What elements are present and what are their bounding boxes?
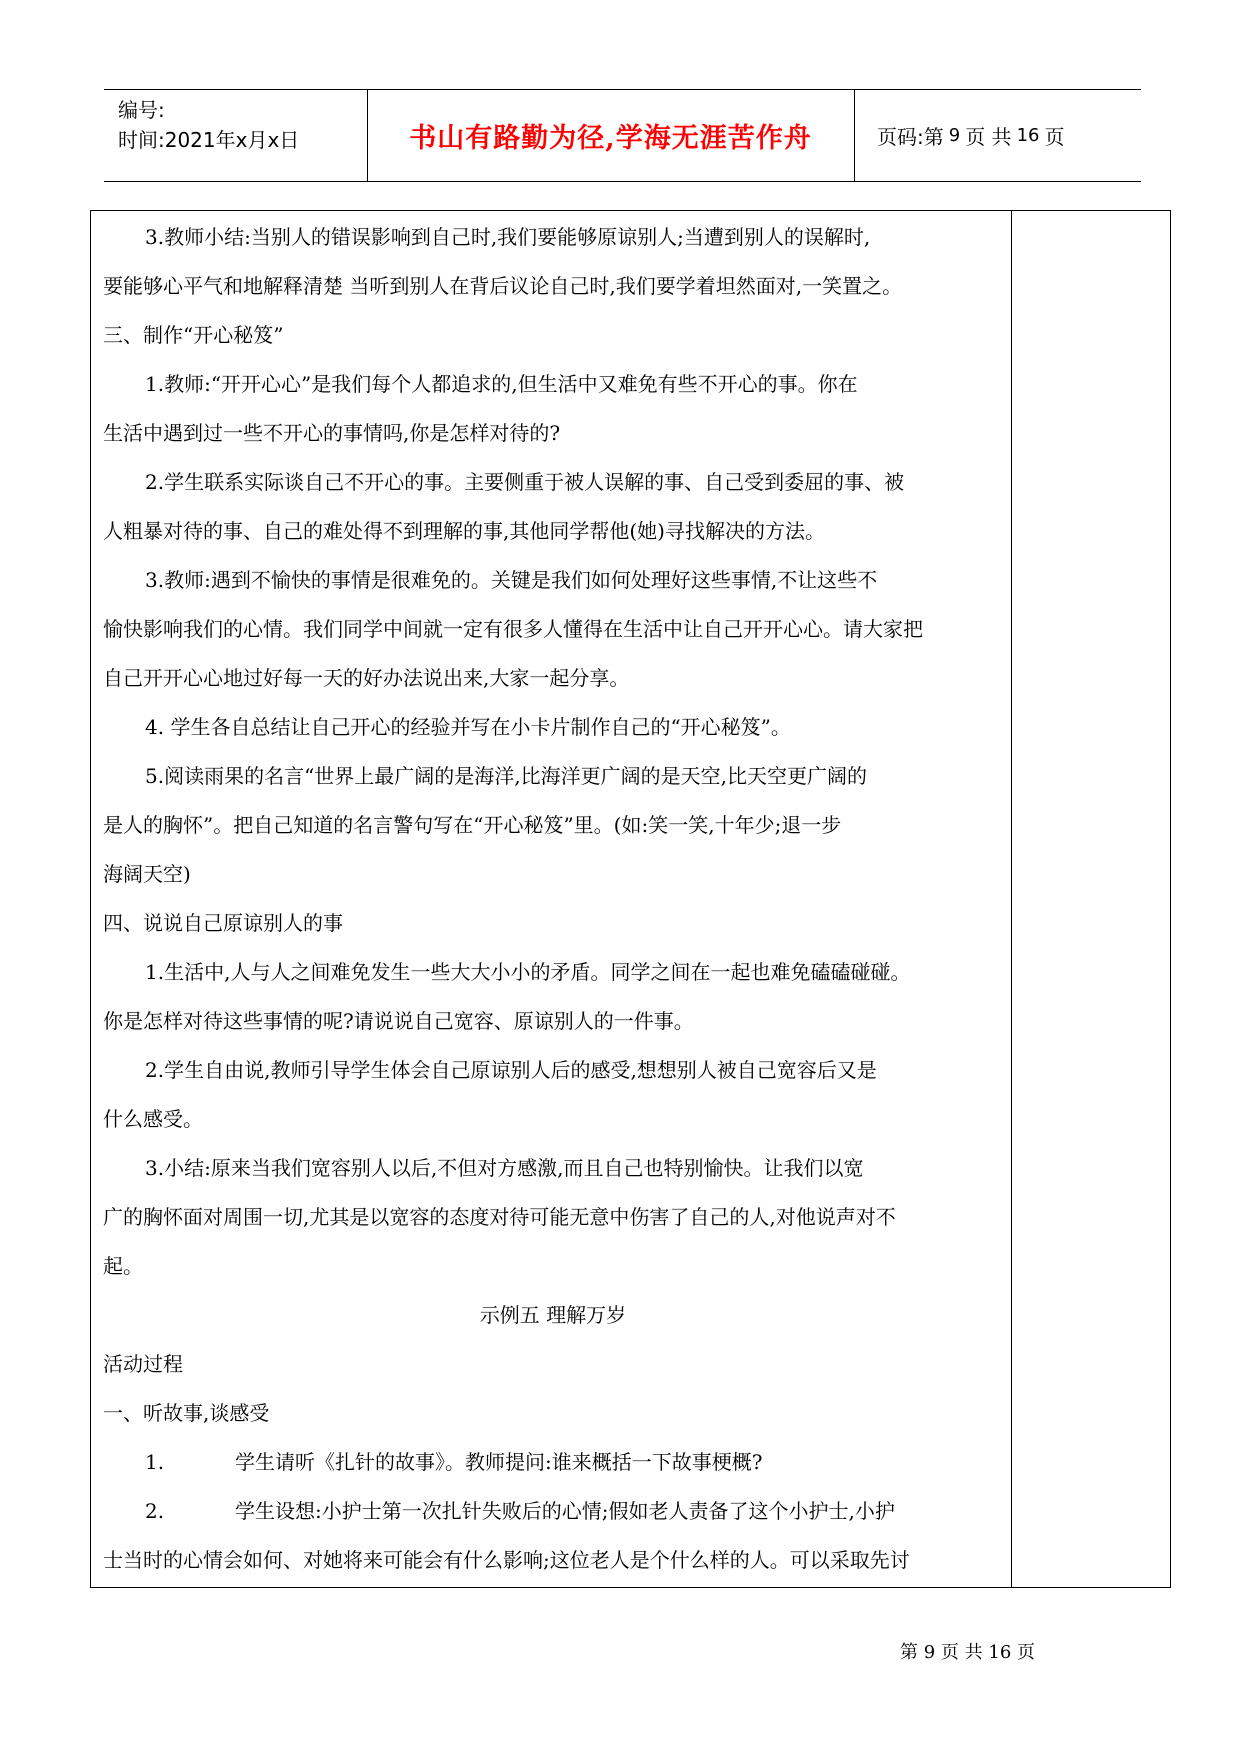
paragraph: 是人的胸怀”。把自己知道的名言警句写在“开心秘笈”里。(如:笑一笑,十年少;退一步 [103, 813, 842, 837]
list-item [103, 1438, 1003, 1487]
paragraph: 5.阅读雨果的名言“世界上最广阔的是海洋,比海洋更广阔的是天空,比天空更广阔的 [145, 764, 868, 788]
page-label-suffix: 页 [1044, 125, 1065, 149]
paragraph: 2.学生自由说,教师引导学生体会自己原谅别人后的感受,想想别人被自己宽容后又是 [145, 1058, 877, 1082]
list-text: 学生设想:小护士第一次扎针失败后的心情;假如老人责备了这个小护士,小护 [235, 1499, 895, 1523]
paragraph: 1.教师:“开开心心”是我们每个人都追求的,但生活中又难免有些不开心的事。你在 [145, 372, 858, 396]
time-label: 时间:2021年x月x日 [118, 128, 300, 152]
list-text: 学生请听《扎针的故事》。教师提问:谁来概括一下故事梗概? [235, 1450, 763, 1474]
header-motto: 书山有路勤为径,学海无涯苦作舟 [409, 123, 812, 154]
example-title: 示例五 理解万岁 [479, 1303, 627, 1327]
paragraph: 自己开开心心地过好每一天的好办法说出来,大家一起分享。 [103, 666, 630, 690]
page-header [104, 89, 1141, 183]
page-footer [900, 1638, 1035, 1664]
section-heading: 四、说说自己原谅别人的事 [103, 911, 343, 935]
paragraph: 海阔天空) [103, 862, 191, 886]
page-label-prefix: 页码:第 [877, 125, 944, 149]
paragraph: 起。 [103, 1254, 143, 1278]
list-item [103, 1487, 1003, 1536]
header-bottom-rule [104, 181, 1141, 182]
table-column-divider [1011, 211, 1012, 1587]
header-divider-right [854, 89, 855, 182]
list-number: 1. [145, 1450, 165, 1474]
footer-total: 16 [988, 1642, 1012, 1663]
lesson-content [103, 213, 1003, 1585]
paragraph: 士当时的心情会如何、对她将来可能会有什么影响;这位老人是个什么样的人。可以采取先讨 [103, 1548, 910, 1572]
paragraph: 什么感受。 [103, 1107, 203, 1131]
footer-suffix: 页 [1017, 1642, 1036, 1663]
paragraph: 愉快影响我们的心情。我们同学中间就一定有很多人懂得在生活中让自己开开心心。请大家把 [103, 617, 923, 641]
paragraph: 3.小结:原来当我们宽容别人以后,不但对方感激,而且自己也特别愉快。让我们以宽 [145, 1156, 864, 1180]
page-current: 9 [948, 125, 961, 146]
paragraph: 3.教师:遇到不愉快的事情是很难免的。关键是我们如何处理好这些事情,不让这些不 [145, 568, 878, 592]
header-page-info [877, 89, 1064, 182]
section-heading: 活动过程 [103, 1352, 183, 1376]
paragraph: 生活中遇到过一些不开心的事情吗,你是怎样对待的? [103, 421, 561, 445]
paragraph: 1.生活中,人与人之间难免发生一些大大小小的矛盾。同学之间在一起也难免磕磕碰碰。 [145, 960, 911, 984]
paragraph: 4. 学生各自总结让自己开心的经验并写在小卡片制作自己的“开心秘笈”。 [145, 715, 791, 739]
footer-current: 9 [923, 1642, 936, 1663]
footer-mid: 页 共 [940, 1642, 983, 1663]
paragraph: 广的胸怀面对周围一切,尤其是以宽容的态度对待可能无意中伤害了自己的人,对他说声对不 [103, 1205, 896, 1229]
section-heading: 三、制作“开心秘笈” [103, 323, 284, 347]
paragraph: 2.学生联系实际谈自己不开心的事。主要侧重于被人误解的事、自己受到委屈的事、被 [145, 470, 905, 494]
page-total: 16 [1016, 125, 1040, 146]
lesson-table [90, 210, 1171, 1588]
number-label: 编号: [118, 98, 165, 122]
paragraph: 你是怎样对待这些事情的呢?请说说自己宽容、原谅别人的一件事。 [103, 1009, 694, 1033]
paragraph: 人粗暴对待的事、自己的难处得不到理解的事,其他同学帮他(她)寻找解决的方法。 [103, 519, 825, 543]
list-number: 2. [145, 1499, 165, 1523]
paragraph: 要能够心平气和地解释清楚 当听到别人在背后议论自己时,我们要学着坦然面对,一笑置之。 [103, 274, 903, 298]
header-meta [118, 95, 299, 155]
footer-prefix: 第 [900, 1642, 918, 1663]
page-label-mid: 页 共 [965, 125, 1012, 149]
section-heading: 一、听故事,谈感受 [103, 1401, 270, 1425]
paragraph: 3.教师小结:当别人的错误影响到自己时,我们要能够原谅别人;当遭到别人的误解时, [145, 225, 871, 249]
